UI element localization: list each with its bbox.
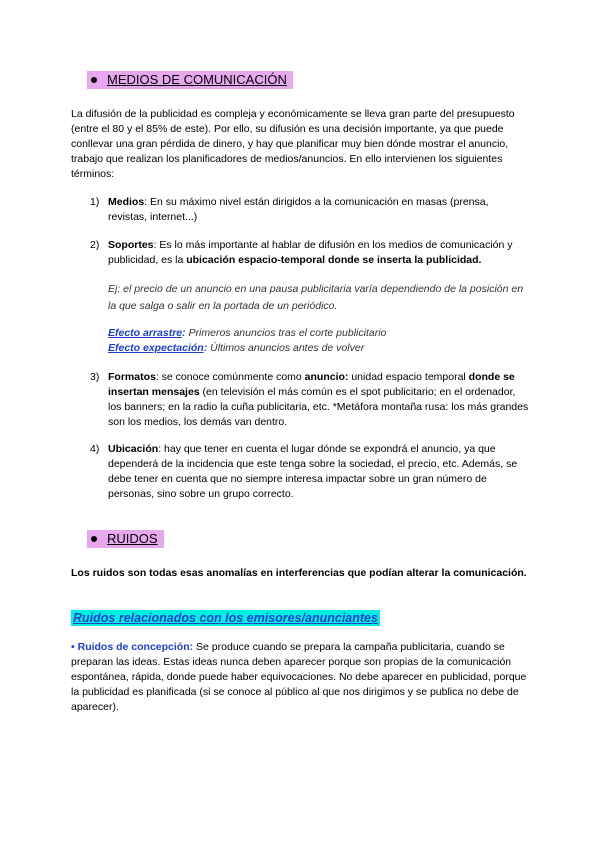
term: Formatos (108, 371, 156, 383)
subheading-emisores: Ruidos relacionados con los emisores/anunciantes (73, 611, 378, 625)
section-title: RUIDOS (107, 531, 158, 546)
term-text: : hay que tener en cuenta el lugar dónde se expondrá el anuncio, ya que dependerá de la incidencia que este tenga sobre la sociedad, el precio, etc. Además, se debe tener en cuenta que no siempre interesa impactar sobre un gran número de personas, sino sobre un grupo correcto. (108, 443, 518, 500)
list-number: 4) (90, 443, 100, 455)
intro-paragraph: La difusión de la publicidad es compleja y económicamente se lleva gran parte del presupuesto (entre el 80 y el 85% de este). Por ello, su difusión es una decisión importante, ya que puede conllevar una gran pérdida de dinero, y hay que planificar muy bien dónde mostrar el anuncio, trabajo que realizan los planificadores de medios/anuncios. En ello intervienen los siguientes términos: (71, 108, 515, 180)
section-heading-medios (87, 71, 293, 89)
term: Medios (108, 196, 145, 208)
example-text: Ej: el precio de un anuncio en una pausa publicitaria varía dependiendo de la posición en la que salga o salir en la portada de un periódico. (108, 283, 524, 312)
concept-label: Ruidos de concepción: (77, 641, 194, 653)
effect-expectacion: Efecto expectación: Últimos anuncios antes de volver (108, 342, 365, 354)
bullet-icon (91, 536, 97, 542)
term-emphasis: anuncio: (304, 371, 349, 383)
list-item-soportes (90, 238, 530, 268)
list-item-medios (90, 195, 530, 225)
list-item-formatos (90, 370, 530, 430)
ruidos-intro: Los ruidos son todas esas anomalías en interferencias que podían alterar la comunicación. (71, 567, 527, 579)
term-text: : se conoce comúnmente como (155, 371, 305, 383)
effect-text: Últimos anuncios antes de volver (207, 342, 365, 354)
term-text: : En su máximo nivel están dirigidos a la comunicación en masas (prensa, revistas, internet...) (108, 196, 489, 223)
bullet-icon: • (71, 641, 75, 653)
term-text: : Es lo más importante al hablar de difusión en los medios de comunicación y publicidad, es la (108, 239, 513, 266)
section-title: MEDIOS DE COMUNICACIÓN (107, 72, 287, 87)
effect-text: Primeros anuncios tras el corte publicitario (185, 327, 387, 339)
section-heading-ruidos (87, 530, 164, 548)
effect-link[interactable]: Efecto expectación (108, 342, 204, 354)
term-text: (en televisión el más común es el spot publicitario; en el ordenador, los banners; en la radio la cuña publicitaria, etc. *Metáfora montaña rusa: los más grandes son los medios, los demás van dentro. (108, 386, 529, 428)
term-text: unidad espacio temporal (348, 371, 469, 383)
term-emphasis: donde se insertan mensajes (108, 371, 515, 398)
list-number: 2) (90, 239, 100, 251)
list-item-ubicacion (90, 442, 530, 502)
term: Ubicación (108, 443, 159, 455)
term: Soportes (108, 239, 154, 251)
list-number: 3) (90, 371, 100, 383)
list-number: 1) (90, 196, 100, 208)
concept-text: Se produce cuando se prepara la campaña publicitaria, cuando se preparan las ideas. Estas ideas nunca deben aparecer porque son propias de la comunicación espontánea, rápida, donde puede haber equivocaciones. No debe aparecer en publicidad, porque la publicidad es planificada (si se conoce al público al que nos dirigimos y se publica no debe de aparecer). (71, 641, 527, 713)
bullet-icon (91, 77, 97, 83)
effect-link[interactable]: Efecto arrastre (108, 327, 183, 339)
effect-arrastre: Efecto arrastre: Primeros anuncios tras el corte publicitario (108, 327, 387, 339)
term-emphasis: ubicación espacio-temporal donde se inserta la publicidad. (186, 254, 482, 266)
concept-paragraph (71, 640, 531, 715)
